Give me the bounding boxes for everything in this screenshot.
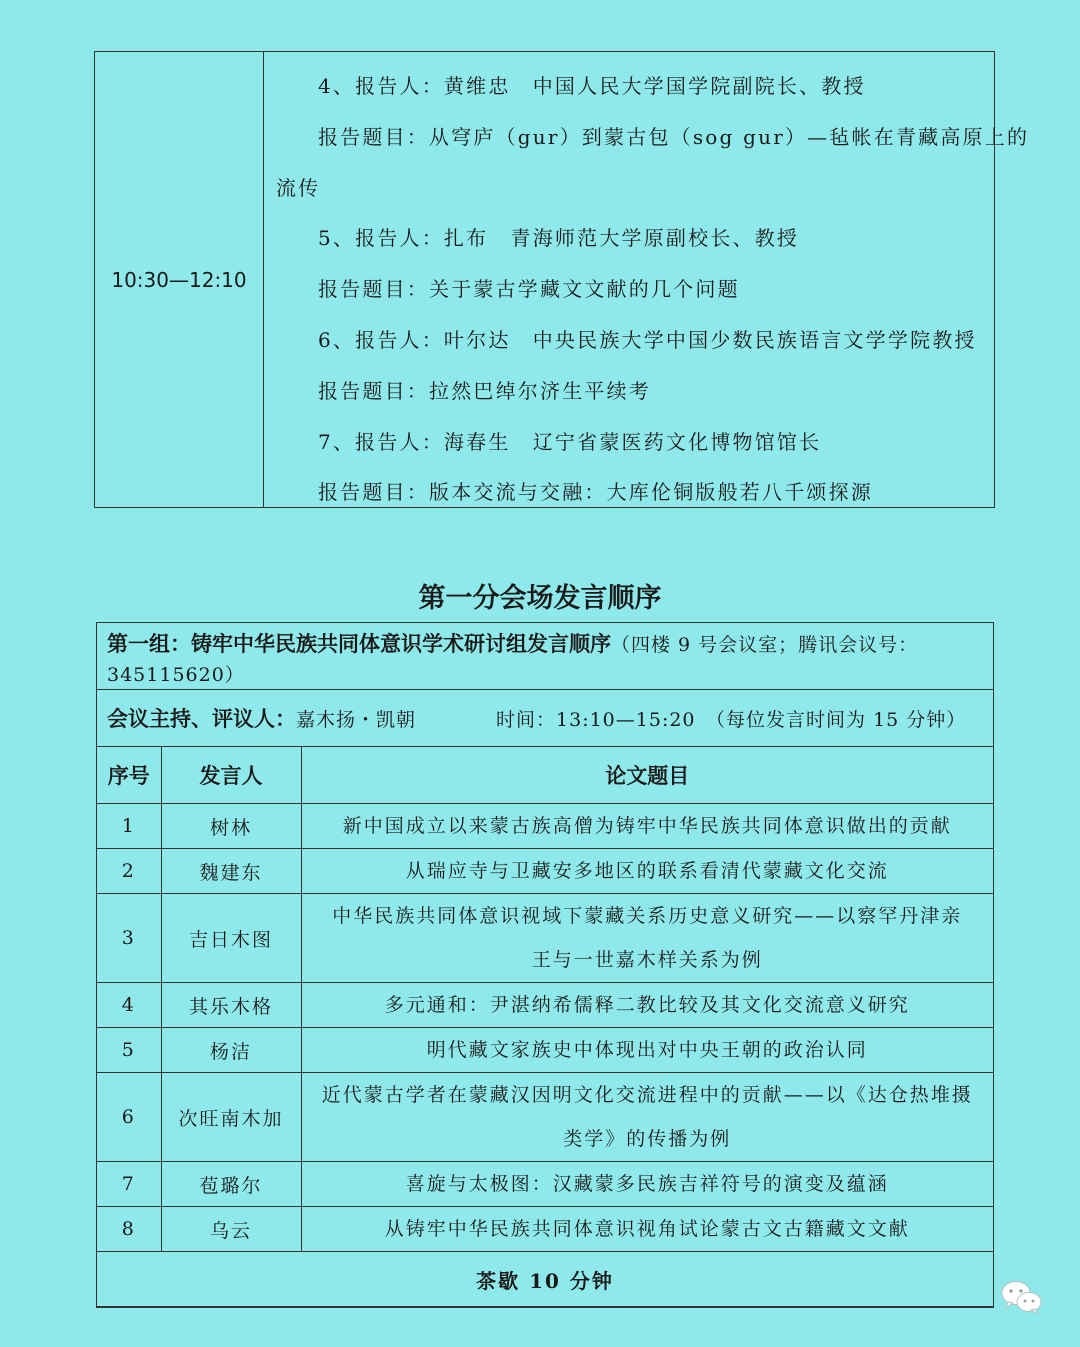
row-topic: 从铸牢中华民族共同体意识视角试论蒙古文古籍藏文文献 [301, 1207, 993, 1252]
report-line: 报告题目：拉然巴绰尔济生平续考 [318, 379, 651, 403]
row-topic-line: 王与一世嘉木样关系为例 [531, 949, 763, 971]
header-speaker: 发言人 [161, 747, 301, 804]
table-row [97, 1028, 993, 1073]
row-speaker: 树林 [161, 804, 301, 849]
schedule-time: 10:30—12:10 [95, 52, 264, 507]
report-line: 4、报告人：黄维忠 中国人民大学国学院副院长、教授 [318, 74, 866, 98]
tea-break-row [97, 1252, 993, 1307]
row-no: 3 [97, 894, 161, 983]
report-line: 6、报告人：叶尔达 中央民族大学中国少数民族语言文学学院教授 [318, 328, 977, 352]
row-topic [301, 1073, 993, 1162]
schedule-reports [264, 52, 1030, 507]
group-title [97, 623, 993, 690]
schedule-table [94, 51, 1030, 508]
report-line: 流传 [276, 176, 321, 200]
report-line: 报告题目：版本交流与交融：大库伦铜版般若八千颂探源 [318, 480, 873, 504]
table-row [97, 804, 993, 849]
row-speaker: 杨洁 [161, 1028, 301, 1073]
row-no: 8 [97, 1207, 161, 1252]
section-heading: 第一分会场发言顺序 [418, 583, 662, 614]
row-topic-line: 近代蒙古学者在蒙藏汉因明文化交流进程中的贡献——以《达仓热堆摄 [321, 1084, 973, 1106]
host-name: 嘉木扬・凯朝 [296, 708, 417, 731]
table-row [97, 894, 993, 983]
row-topic: 明代藏文家族史中体现出对中央王朝的政治认同 [301, 1028, 993, 1073]
group-title-rest: （四楼 9 号会议室；腾讯会议号： [611, 634, 919, 656]
row-speaker: 其乐木格 [161, 983, 301, 1028]
report-line: 5、报告人：扎布 青海师范大学原副校长、教授 [318, 226, 800, 250]
report-line: 报告题目：从穹庐（gur）到蒙古包（sog gur）—毡帐在青藏高原上的 [318, 125, 1030, 149]
row-topic-line: 类学》的传播为例 [563, 1128, 732, 1150]
group-title-bold: 第一组：铸牢中华民族共同体意识学术研讨组发言顺序 [107, 632, 611, 656]
row-speaker: 次旺南木加 [161, 1073, 301, 1162]
group-host-row [97, 690, 993, 747]
row-topic: 喜旋与太极图：汉藏蒙多民族吉祥符号的演变及蕴涵 [301, 1162, 993, 1207]
table-row [97, 1162, 993, 1207]
report-line: 7、报告人：海春生 辽宁省蒙医药文化博物馆馆长 [318, 430, 822, 454]
row-topic: 从瑞应寺与卫藏安多地区的联系看清代蒙藏文化交流 [301, 849, 993, 894]
group-meeting-id: 345115620） [107, 664, 245, 686]
row-no: 4 [97, 983, 161, 1028]
speakers-table [97, 747, 993, 1307]
row-no: 6 [97, 1073, 161, 1162]
row-speaker: 魏建东 [161, 849, 301, 894]
group-table [96, 622, 994, 1308]
header-no: 序号 [97, 747, 161, 804]
row-speaker: 苞璐尔 [161, 1162, 301, 1207]
row-speaker: 吉日木图 [161, 894, 301, 983]
row-no: 1 [97, 804, 161, 849]
tea-break-label: 茶歇 10 分钟 [97, 1252, 993, 1307]
row-topic-line: 中华民族共同体意识视域下蒙藏关系历史意义研究——以察罕丹津亲 [332, 905, 963, 927]
row-topic: 新中国成立以来蒙古族高僧为铸牢中华民族共同体意识做出的贡献 [301, 804, 993, 849]
row-no: 5 [97, 1028, 161, 1073]
row-topic [301, 894, 993, 983]
row-speaker: 乌云 [161, 1207, 301, 1252]
row-topic: 多元通和：尹湛纳希儒释二教比较及其文化交流意义研究 [301, 983, 993, 1028]
report-line: 报告题目：关于蒙古学藏文文献的几个问题 [318, 277, 740, 301]
host-label: 会议主持、评议人： [107, 707, 296, 731]
header-topic: 论文题目 [301, 747, 993, 804]
session-time: 时间：13:10—15:20 （每位发言时间为 15 分钟） [496, 708, 967, 731]
wechat-icon [1000, 1278, 1044, 1316]
row-no: 2 [97, 849, 161, 894]
table-row [97, 983, 993, 1028]
table-row [97, 1073, 993, 1162]
table-row [97, 1207, 993, 1252]
row-no: 7 [97, 1162, 161, 1207]
table-row [97, 849, 993, 894]
